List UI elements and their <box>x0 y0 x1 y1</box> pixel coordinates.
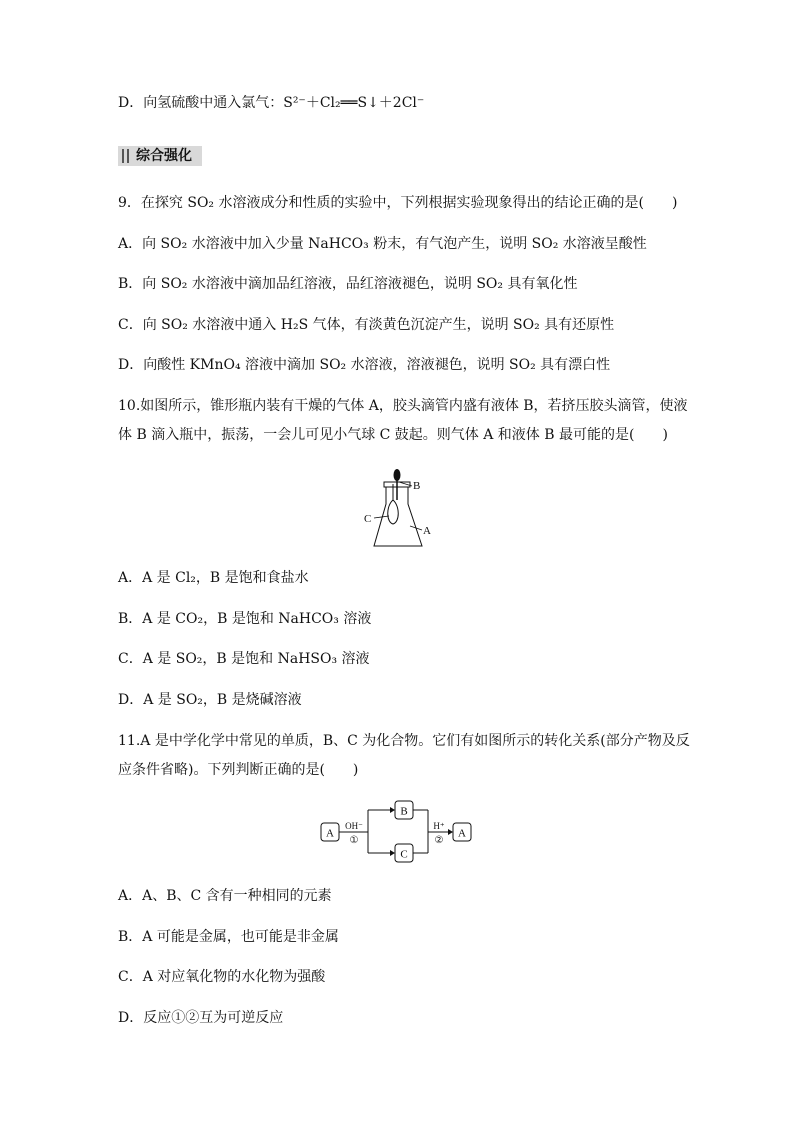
q9-stem: 9．在探究 SO₂ 水溶液成分和性质的实验中，下列根据实验现象得出的结论正确的是( ) <box>118 195 678 211</box>
q9-option-b: B．向 SO₂ 水溶液中滴加品红溶液，品红溶液褪色，说明 SO₂ 具有氧化性 <box>118 276 578 292</box>
badge-bar <box>122 149 124 163</box>
q11-option-a: A．A、B、C 含有一种相同的元素 <box>118 888 332 904</box>
q11-stem-line1: 11.A 是中学化学中常见的单质，B、C 为化合物。它们有如图所示的转化关系(部分产物及反 <box>118 733 690 749</box>
arrow-to-b <box>390 807 395 813</box>
q8-option-d: D．向氢硫酸中通入氯气：S²⁻＋Cl₂══S↓＋2Cl⁻ <box>118 95 425 111</box>
step-1: ① <box>349 835 359 846</box>
q9-option-a: A．向 SO₂ 水溶液中加入少量 NaHCO₃ 粉末，有气泡产生，说明 SO₂ 水溶液呈酸性 <box>118 236 647 252</box>
flask-figure <box>360 468 440 550</box>
arrow-to-a-end <box>448 829 453 835</box>
dropper-bulb <box>394 469 401 481</box>
reagent-oh: OH⁻ <box>345 821 363 831</box>
reagent-h: H⁺ <box>433 821 445 831</box>
balloon-c <box>388 500 399 524</box>
label-b: B <box>413 480 421 492</box>
q11-option-c: C．A 对应氧化物的水化物为强酸 <box>118 969 326 985</box>
q10-option-c: C．A 是 SO₂，B 是饱和 NaHSO₃ 溶液 <box>118 651 370 667</box>
label-c: C <box>364 513 372 525</box>
section-badge <box>118 146 202 166</box>
node-a-start-label: A <box>326 827 334 840</box>
node-b-label: B <box>400 805 408 818</box>
q10-option-a: A．A 是 Cl₂，B 是饱和食盐水 <box>118 570 309 586</box>
label-a: A <box>423 525 431 537</box>
arrow-to-c <box>390 850 395 856</box>
step-2: ② <box>434 835 444 846</box>
q10-stem-line1: 10.如图所示，锥形瓶内装有干燥的气体 A，胶头滴管内盛有液体 B，若挤压胶头滴管，使液 <box>118 398 688 414</box>
badge-bar <box>127 149 129 163</box>
q9-option-c: C．向 SO₂ 水溶液中通入 H₂S 气体，有淡黄色沉淀产生，说明 SO₂ 具有还原性 <box>118 317 615 333</box>
q11-option-d: D．反应①②互为可逆反应 <box>118 1010 284 1026</box>
q11-stem-line2: 应条件省略)。下列判断正确的是( ) <box>118 762 359 778</box>
q11-option-b: B．A 可能是金属，也可能是非金属 <box>118 929 339 945</box>
node-a-end-label: A <box>458 827 466 840</box>
leader-c <box>374 516 389 518</box>
node-c-label: C <box>400 848 408 861</box>
q10-option-d: D．A 是 SO₂，B 是烧碱溶液 <box>118 692 302 708</box>
q10-option-b: B．A 是 CO₂，B 是饱和 NaHCO₃ 溶液 <box>118 611 372 627</box>
q10-stem-line2: 体 B 滴入瓶中，振荡，一会儿可见小气球 C 鼓起。则气体 A 和液体 B 最可能的是( ) <box>118 427 668 443</box>
q9-option-d: D．向酸性 KMnO₄ 溶液中滴加 SO₂ 水溶液，溶液褪色，说明 SO₂ 具有漂白性 <box>118 357 611 373</box>
conversion-diagram <box>318 798 478 866</box>
section-title: 综合强化 <box>136 148 192 164</box>
